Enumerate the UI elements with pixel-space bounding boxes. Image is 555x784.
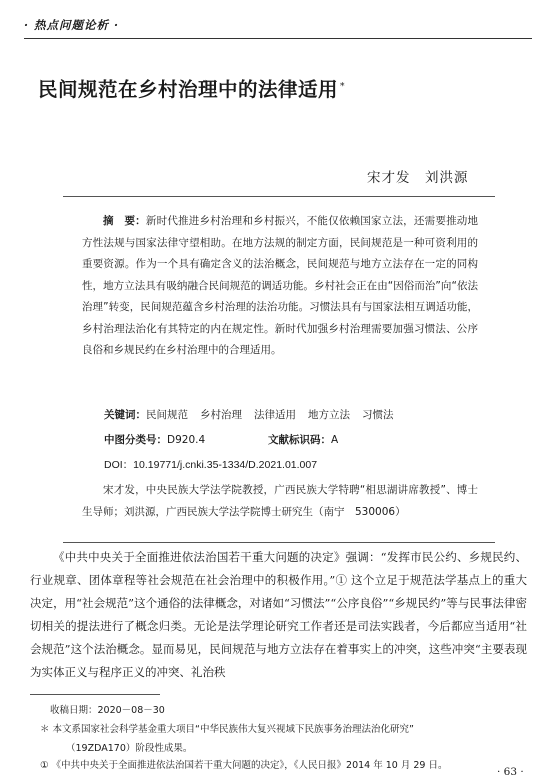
- title-text: 民间规范在乡村治理中的法律适用: [38, 78, 339, 101]
- keyword: 习惯法: [362, 409, 394, 421]
- authors: 宋才发 刘洪源: [367, 170, 469, 186]
- clc-label: 中图分类号：: [104, 434, 167, 446]
- article-title: [38, 74, 345, 102]
- keyword: 地方立法: [308, 409, 350, 421]
- clc-number: [104, 432, 205, 447]
- doi-label: DOI：: [104, 459, 134, 471]
- keyword: 民间规范: [146, 409, 188, 421]
- document-code: [268, 432, 338, 447]
- keyword: 乡村治理: [200, 409, 242, 421]
- doc-code-value: A: [331, 434, 339, 446]
- title-footnote-mark: *: [340, 81, 346, 92]
- footnote-fund: ＊ 本文系国家社会科学基金重大项目“中华民族伟大复兴视域下民族事务治理法治化研究”: [40, 724, 414, 735]
- abstract-label: 摘 要：: [103, 215, 146, 227]
- abstract-text: 新时代推进乡村治理和乡村振兴，不能仅依赖国家立法，还需要推动地方性法规与国家法律守望相助。在地方法规的制定方面，民间规范是一种可资利用的重要资源。作为一个具有确定含义的法治概念，民间规范与地方立法存在一定的同构性，地方立法具有吸纳融合民间规范的调适功能。乡村社会正在由“因俗而治”向“依法治理”转变，民间规范蕴含乡村治理的法治功能。习惯法具有与国家法相互调适功能，乡村治理法治化有其特定的内在规定性。新时代加强乡村治理需要加强习惯法、公序良俗和乡规民约在乡村治理中的合理适用。: [82, 215, 479, 356]
- page-number: · 63 ·: [497, 766, 524, 778]
- doi: [104, 457, 317, 472]
- section-tag: · 热点问题论析 ·: [24, 18, 120, 32]
- keyword: 法律适用: [254, 409, 296, 421]
- footnote-1: ① 《中共中央关于全面推进依法治国若干重大问题的决定》，《人民日报》2014 年 10 月 29 日。: [40, 760, 448, 771]
- footnote-received: 收稿日期：2020－08－30: [50, 705, 165, 716]
- body-text: 《中共中央关于全面推进依法治国若干重大问题的决定》强调：“发挥市民公约、乡规民约、行业规章、团体章程等社会规范在社会治理中的积极作用。”① 这个立足于规范法学基点上的重大决定，用“社会规范”这个通俗的法律概念，对诸如“习惯法”“公序良俗”“乡规民约”等与民事法律密切相关的提法进行了概念归类。无论是法学理论研究工作者还是司法实践者，今后都应当适用“社会规范”这个法治概念。显而易见，民间规范与地方立法存在着事实上的冲突，这些冲突“主要表现为实体正义与程序正义的冲突、礼治秩: [30, 550, 527, 679]
- footnote-fund-cont: （19ZDA170）阶段性成果。: [66, 743, 193, 754]
- footnote-rule: [30, 694, 160, 695]
- doi-value: 10.19771/j.cnki.35-1334/D.2021.01.007: [133, 459, 318, 471]
- header-rule: [24, 38, 532, 39]
- doc-code-label: 文献标识码：: [268, 434, 331, 446]
- clc-value: D920.4: [167, 434, 206, 446]
- author-bio: 宋才发，中央民族大学法学院教授，广西民族大学特聘“相思湖讲席教授”、博士生导师；刘洪源，广西民族大学法学院博士研究生（南宁 530006）: [82, 484, 478, 518]
- keywords-label: 关键词：: [104, 409, 146, 421]
- abstract: [82, 211, 478, 362]
- keywords: [104, 407, 394, 422]
